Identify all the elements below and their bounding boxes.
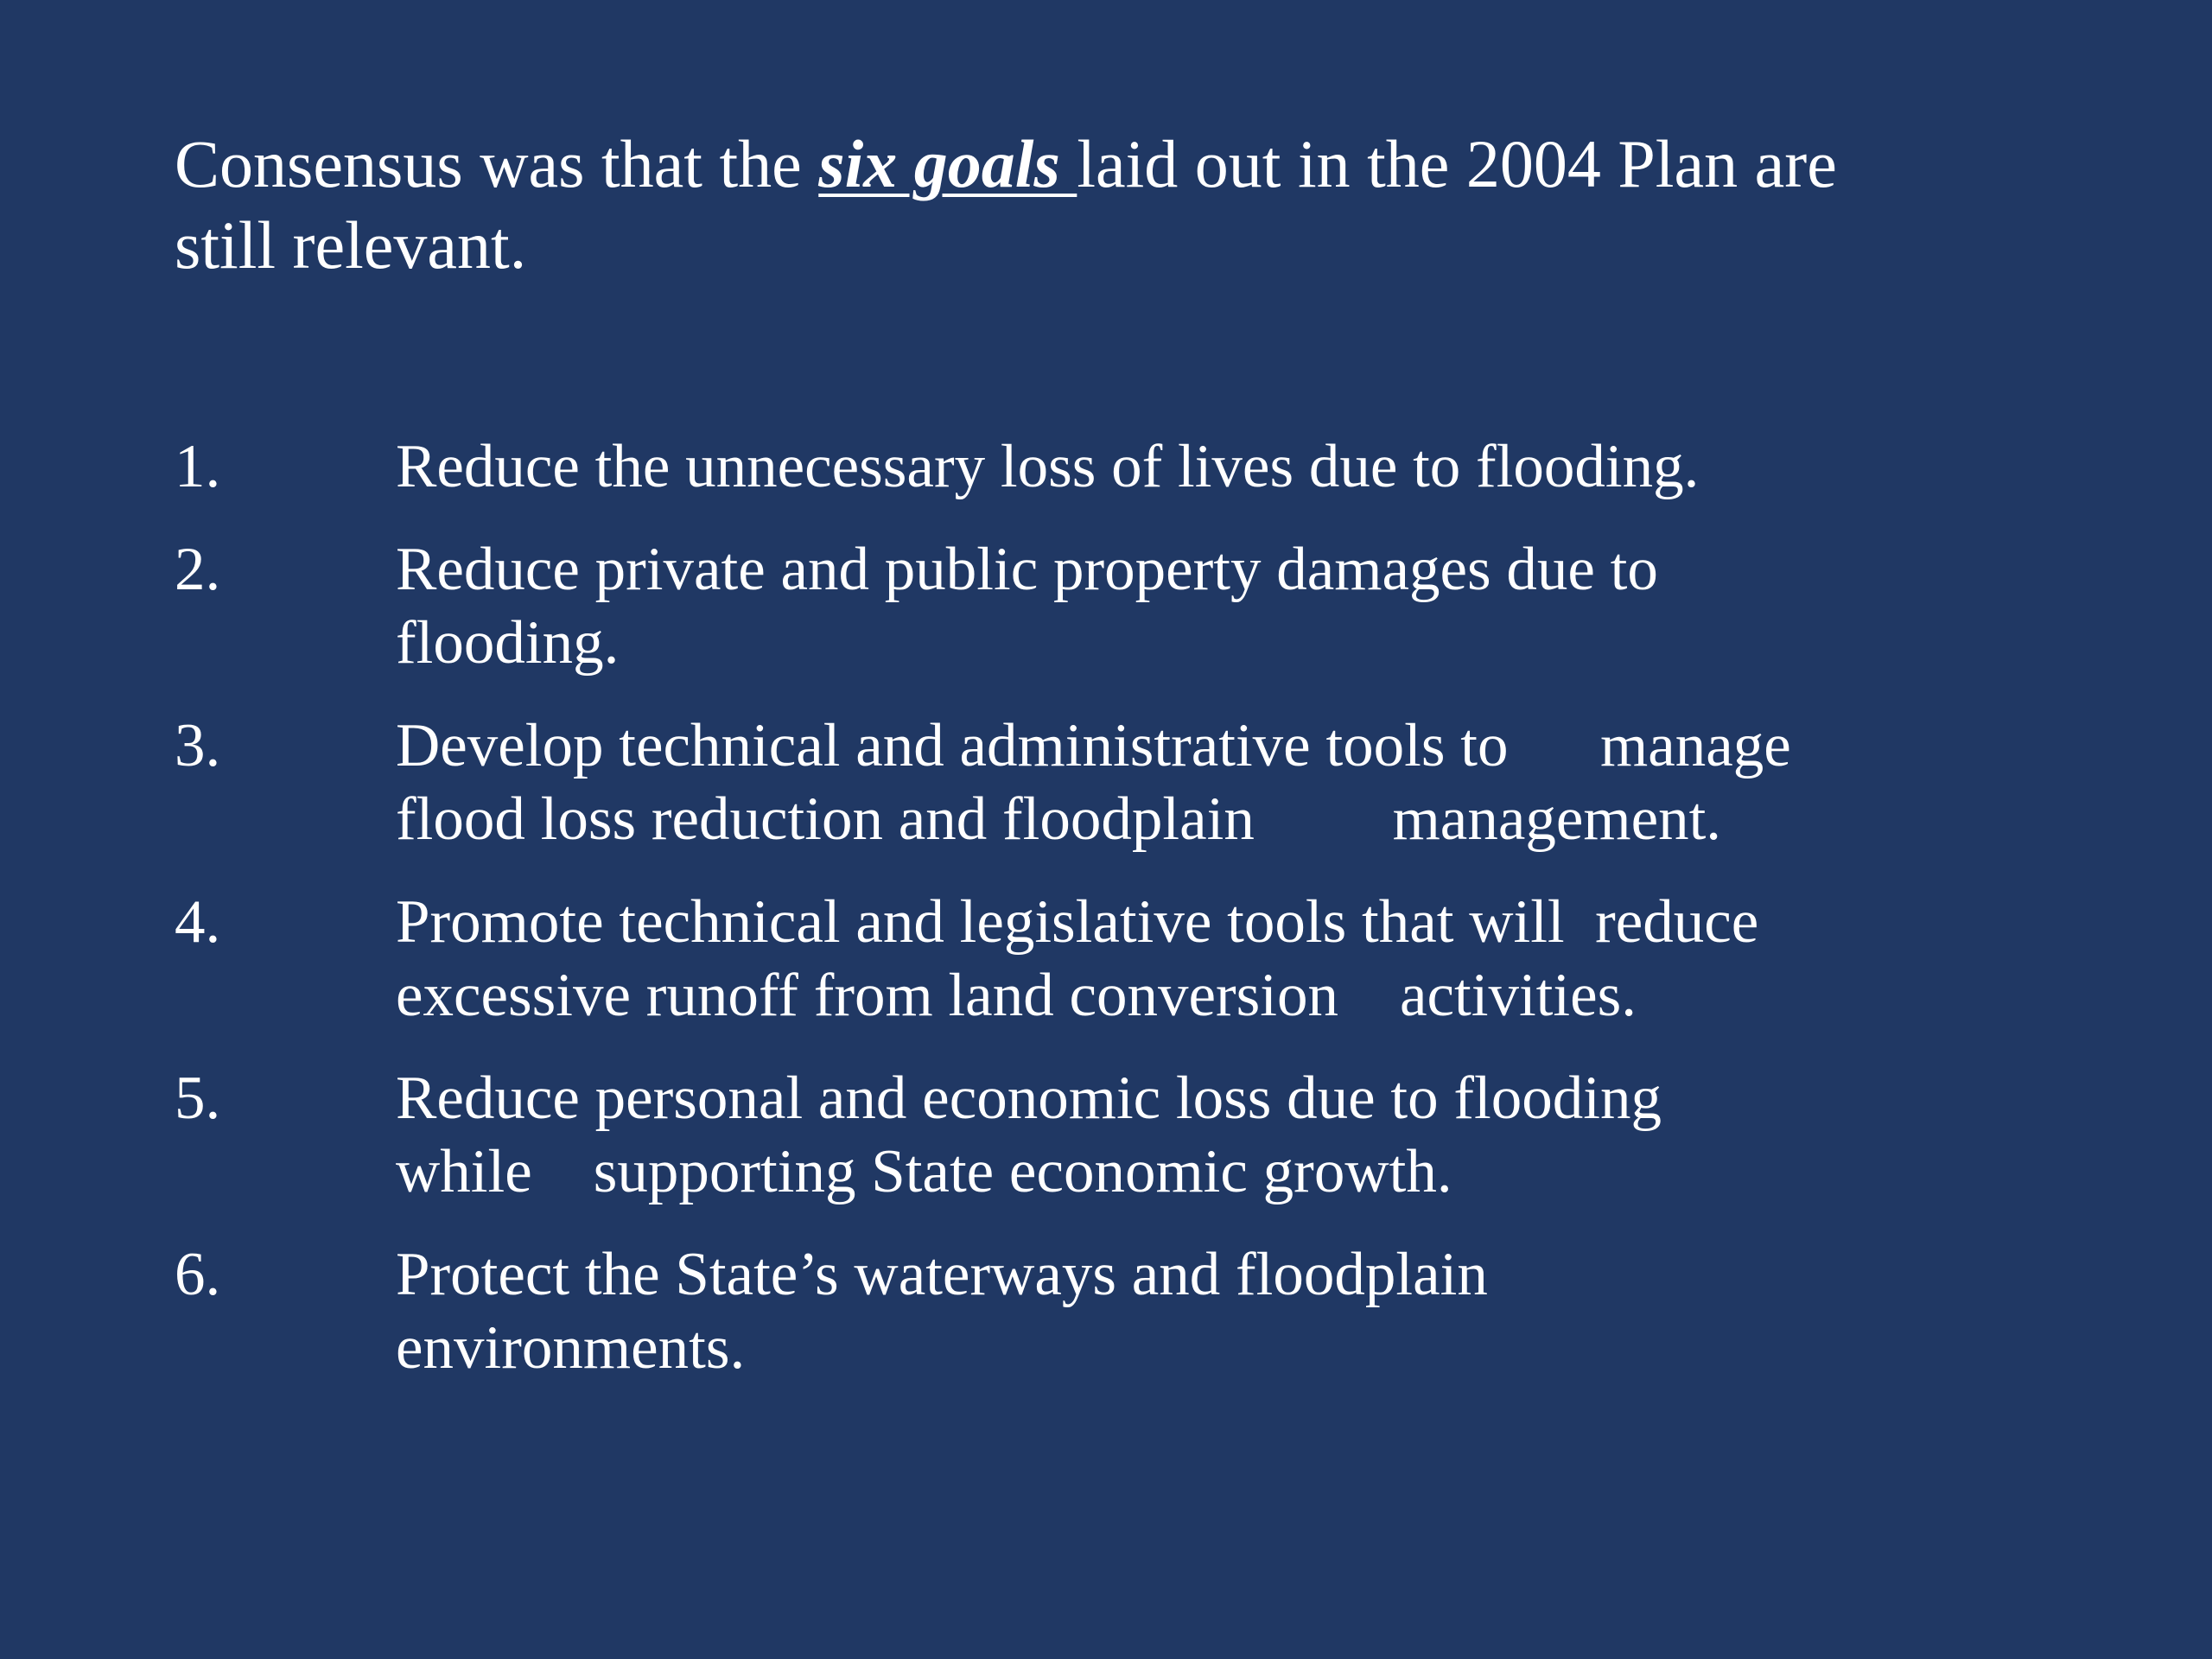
- goal-text-line2: while supporting State economic growth.: [396, 1138, 1452, 1205]
- goal-number: 4.: [175, 888, 221, 956]
- intro-emphasis: six goals: [818, 126, 1077, 201]
- goal-text: [396, 709, 1791, 856]
- goal-text-line1: Reduce private and public property damages due to: [396, 536, 1658, 603]
- goal-text: [396, 1238, 1488, 1385]
- goal-text-line1: Reduce the unnecessary loss of lives due to flooding.: [396, 433, 1700, 500]
- goal-text-line1: Protect the State’s waterways and floodplain: [396, 1241, 1488, 1308]
- goal-number: 3.: [175, 712, 221, 779]
- intro-text-after: laid out in the 2004 Plan are: [1077, 126, 1837, 201]
- goal-text: [396, 430, 1699, 504]
- goal-text-line1: Develop technical and administrative tools to manage: [396, 712, 1791, 779]
- intro-text-line2: still relevant.: [175, 207, 527, 283]
- goal-number: 6.: [175, 1241, 221, 1308]
- goal-number: 2.: [175, 536, 221, 603]
- intro-text-before: Consensus was that the: [175, 126, 819, 201]
- goal-text-line2: flood loss reduction and floodplain management.: [396, 785, 1722, 853]
- goal-text-line1: Reduce personal and economic loss due to flooding: [396, 1065, 1662, 1132]
- goal-text-line1: Promote technical and legislative tools that will reduce: [396, 888, 1759, 956]
- goal-number: 5.: [175, 1065, 221, 1132]
- intro-statement: [175, 124, 2075, 286]
- goal-text-line2: excessive runoff from land conversion activities.: [396, 962, 1637, 1029]
- goal-text: [396, 886, 1758, 1033]
- goal-number: 1.: [175, 433, 221, 500]
- goal-text-line2: environments.: [396, 1314, 746, 1382]
- goal-text: [396, 1062, 1662, 1209]
- goal-text: [396, 533, 1658, 680]
- goal-text-line2: flooding.: [396, 609, 620, 677]
